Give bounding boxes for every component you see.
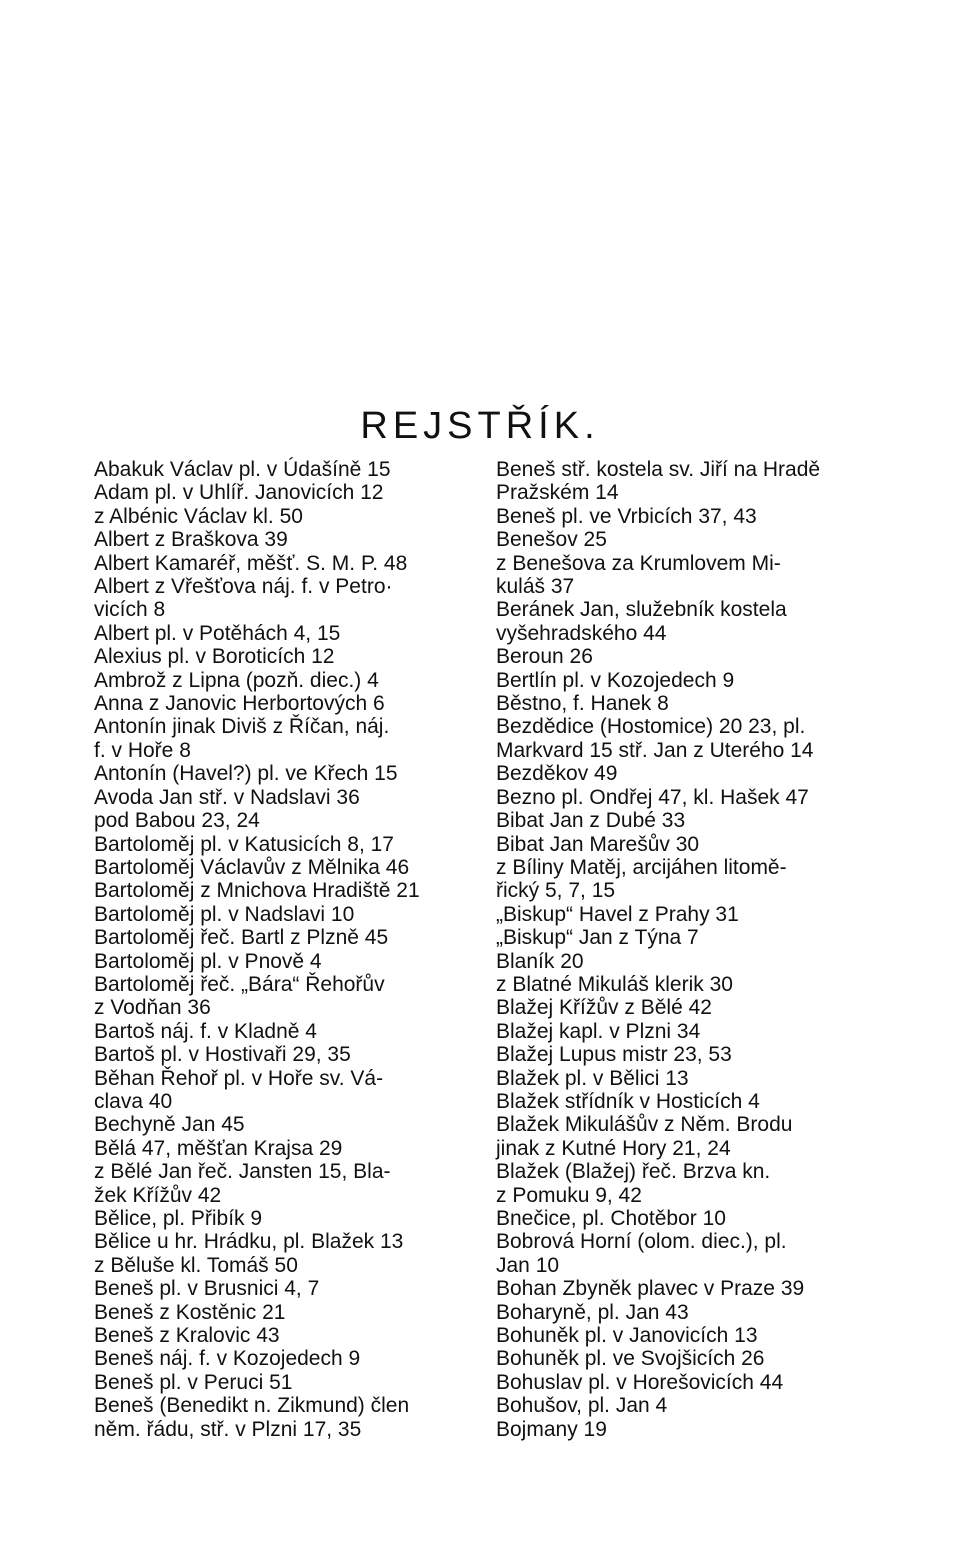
index-entry-continuation: z Vodňan 36 [94, 996, 211, 1020]
index-entry-line: Bezdědice (Hostomice) 20 23, pl. [496, 715, 806, 739]
index-entry-line: Blažej Křížův z Bělé 42 [496, 996, 712, 1020]
index-entry [94, 1394, 466, 1441]
index-entry [496, 1230, 868, 1277]
index-entry-line: Bibat Jan Marešův 30 [496, 832, 700, 856]
index-entry-line: Bohuněk pl. v Janovicích 13 [496, 1324, 758, 1348]
index-entry-continuation: f. v Hoře 8 [94, 738, 191, 762]
index-entry [496, 528, 868, 551]
index-entry [496, 809, 868, 832]
index-entry-line: Alexius pl. v Boroticích 12 [94, 645, 335, 669]
index-entry-line: z Blatné Mikuláš klerik 30 [496, 972, 733, 996]
index-entry-line: Beneš pl. ve Vrbicích 37, 43 [496, 504, 757, 528]
index-entry-line: Bezděkov 49 [496, 762, 618, 786]
index-entry [496, 458, 868, 505]
index-entry-line: z Albénic Václav kl. 50 [94, 504, 303, 528]
index-entry [496, 1277, 868, 1300]
index-entry-line: Bnečice, pl. Chotěbor 10 [496, 1207, 726, 1230]
index-entry-line: Bartoloměj Václavův z Mělnika 46 [94, 855, 410, 879]
index-entry [496, 1347, 868, 1370]
index-entry-line: Bartoloměj z Mnichova Hradiště 21 [94, 879, 420, 903]
index-entry [94, 856, 466, 879]
index-entry [496, 903, 868, 926]
index-entry-line: Bechyně Jan 45 [94, 1113, 245, 1137]
index-entry [94, 528, 466, 551]
index-entry-line: Blažek střídník v Hosticích 4 [496, 1089, 760, 1113]
index-entry [496, 715, 868, 762]
index-entry [94, 762, 466, 785]
index-entry [496, 1418, 868, 1441]
index-entry-line: Bibat Jan z Dubé 33 [496, 809, 686, 833]
index-entry [496, 856, 868, 903]
index-entry [496, 669, 868, 692]
index-entry-line: Blaník 20 [496, 949, 584, 973]
index-entry-continuation: pod Babou 23, 24 [94, 809, 260, 833]
index-entry-line: Anna z Janovic Herbortových 6 [94, 692, 385, 716]
index-entry [496, 1160, 868, 1207]
index-entry [496, 996, 868, 1019]
index-column-right [496, 458, 868, 1441]
index-entry [496, 1301, 868, 1324]
index-entry [496, 973, 868, 996]
index-entry [94, 1067, 466, 1114]
index-entry [496, 762, 868, 785]
index-entry-line: Beneš (Benedikt n. Zikmund) člen [94, 1394, 410, 1418]
index-entry [496, 926, 868, 949]
index-entry-line: Bartoloměj řeč. „Bára“ Řehořův [94, 972, 385, 996]
index-entry-line: Bělice, pl. Přibík 9 [94, 1207, 263, 1230]
index-entry [496, 1043, 868, 1066]
index-entry-line: „Biskup“ Havel z Prahy 31 [496, 902, 739, 926]
index-entry-line: Albert z Vřešťova náj. f. v Petro· [94, 575, 393, 599]
index-entry-line: z Bíliny Matěj, arcijáhen litomě- [496, 855, 787, 879]
index-entry-line: Abakuk Václav pl. v Údašíně 15 [94, 458, 391, 481]
index-entry [94, 1301, 466, 1324]
index-entry [94, 1113, 466, 1136]
index-entry-line: Blažek pl. v Bělici 13 [496, 1066, 689, 1090]
index-entry [94, 1371, 466, 1394]
index-entry-continuation: Jan 10 [496, 1253, 560, 1277]
index-entry [94, 1137, 466, 1160]
index-entry-line: Bertlín pl. v Kozojedech 9 [496, 668, 735, 692]
index-entry [94, 926, 466, 949]
index-entry [496, 1324, 868, 1347]
index-entry [496, 505, 868, 528]
index-entry-line: Bartoš náj. f. v Kladně 4 [94, 1019, 317, 1043]
index-entry [496, 1090, 868, 1113]
index-entry-line: Beneš pl. v Peruci 51 [94, 1370, 293, 1394]
index-entry [94, 622, 466, 645]
index-entry [94, 669, 466, 692]
index-entry-line: Bartoloměj pl. v Nadslavi 10 [94, 902, 355, 926]
index-entry [94, 879, 466, 902]
index-entry-line: z Bělé Jan řeč. Jansten 15, Bla- [94, 1160, 391, 1184]
index-entry-line: „Biskup“ Jan z Týna 7 [496, 926, 699, 950]
index-column-left [94, 458, 466, 1441]
index-entry-continuation: jinak z Kutné Hory 21, 24 [496, 1136, 731, 1160]
index-entry-line: Bělice u hr. Hrádku, pl. Blažek 13 [94, 1230, 404, 1254]
index-entry-continuation: žek Křížův 42 [94, 1183, 222, 1207]
index-entry [94, 552, 466, 575]
index-entry-continuation: Markvard 15 stř. Jan z Uterého 14 [496, 738, 814, 762]
index-entry [496, 786, 868, 809]
index-entry-line: Běstno, f. Hanek 8 [496, 692, 669, 716]
index-entry-line: Bartoloměj pl. v Katusicích 8, 17 [94, 832, 394, 856]
index-entry-line: Blažej kapl. v Plzni 34 [496, 1019, 701, 1043]
index-entry-line: Blažej Lupus mistr 23, 53 [496, 1043, 732, 1067]
index-entry-line: Bartoš pl. v Hostivaři 29, 35 [94, 1043, 351, 1067]
index-entry [94, 1324, 466, 1347]
index-entry [496, 1394, 868, 1417]
index-entry-continuation: řický 5, 7, 15 [496, 879, 616, 903]
index-entry [94, 1254, 466, 1277]
index-entry-continuation: vyšehradského 44 [496, 621, 667, 645]
index-entry [94, 1207, 466, 1230]
index-entry-line: Bohan Zbyněk plavec v Praze 39 [496, 1277, 805, 1301]
index-entry-line: Beneš z Kostěnic 21 [94, 1300, 286, 1324]
index-entry [94, 1230, 466, 1253]
index-entry-line: z Benešova za Krumlovem Mi- [496, 551, 781, 575]
index-entry-line: Bohuslav pl. v Horešovicích 44 [496, 1370, 784, 1394]
index-entry-line: Bartoloměj pl. v Pnově 4 [94, 949, 322, 973]
index-entry-line: Beneš z Kralovic 43 [94, 1324, 280, 1348]
index-entry [94, 1160, 466, 1207]
index-entry [496, 552, 868, 599]
index-entry [496, 1113, 868, 1160]
index-entry-line: Bezno pl. Ondřej 47, kl. Hašek 47 [496, 785, 809, 809]
index-entry-line: Bohuněk pl. ve Svojšicích 26 [496, 1347, 765, 1371]
index-entry [94, 1347, 466, 1370]
index-entry-line: Bobrová Horní (olom. diec.), pl. [496, 1230, 787, 1254]
index-entry [496, 833, 868, 856]
index-entry [496, 950, 868, 973]
index-entry [496, 1067, 868, 1090]
index-entry-line: Beránek Jan, služebník kostela [496, 598, 787, 622]
index-entry-line: z Běluše kl. Tomáš 50 [94, 1253, 298, 1277]
index-entry [496, 692, 868, 715]
index-entry-line: Bartoloměj řeč. Bartl z Plzně 45 [94, 926, 389, 950]
index-entry [94, 458, 466, 481]
index-entry-line: Beneš náj. f. v Kozojedech 9 [94, 1347, 361, 1371]
index-entry-line: Ambrož z Lipna (pozň. diec.) 4 [94, 668, 379, 692]
index-entry-line: Albert pl. v Potěhách 4, 15 [94, 621, 341, 645]
index-entry-line: Albert z Braškova 39 [94, 528, 288, 552]
index-entry-line: Albert Kamaréř, měšť. S. M. P. 48 [94, 551, 408, 575]
index-entry-line: Boharyně, pl. Jan 43 [496, 1300, 689, 1324]
index-entry-line: Bojmany 19 [496, 1417, 607, 1441]
index-entry [496, 1020, 868, 1043]
index-entry-line: Avoda Jan stř. v Nadslavi 36 [94, 785, 360, 809]
index-entry [94, 1277, 466, 1300]
index-entry-continuation: vicích 8 [94, 598, 166, 622]
index-entry [94, 1043, 466, 1066]
index-entry-line: Běhan Řehoř pl. v Hoře sv. Vá- [94, 1066, 384, 1090]
index-entry-line: Bohušov, pl. Jan 4 [496, 1394, 668, 1418]
index-entry [94, 575, 466, 622]
index-entry-line: Benešov 25 [496, 528, 607, 552]
index-entry [94, 505, 466, 528]
index-entry-line: Beneš stř. kostela sv. Jiří na Hradě [496, 458, 821, 481]
index-entry-line: Beroun 26 [496, 645, 593, 669]
index-entry-continuation: z Pomuku 9, 42 [496, 1183, 642, 1207]
index-entry [94, 645, 466, 668]
index-entry [94, 692, 466, 715]
index-entry-continuation: clava 40 [94, 1089, 173, 1113]
index-entry [94, 903, 466, 926]
index-entry-continuation: kuláš 37 [496, 575, 575, 599]
index-entry-line: Antonín jinak Diviš z Říčan, náj. [94, 715, 390, 739]
index-entry [94, 786, 466, 833]
index-entry [496, 1207, 868, 1230]
page-title: REJSTŘÍK. [360, 405, 600, 448]
index-entry-line: Bělá 47, měšťan Krajsa 29 [94, 1136, 343, 1160]
index-entry [94, 950, 466, 973]
index-entry-line: Antonín (Havel?) pl. ve Křech 15 [94, 762, 398, 786]
index-entry [496, 1371, 868, 1394]
index-entry [94, 1020, 466, 1043]
index-entry-line: Adam pl. v Uhlíř. Janovicích 12 [94, 481, 384, 505]
index-entry [94, 481, 466, 504]
index-entry [94, 833, 466, 856]
index-entry-continuation: něm. řádu, stř. v Plzni 17, 35 [94, 1417, 362, 1441]
index-entry-line: Beneš pl. v Brusnici 4, 7 [94, 1277, 320, 1301]
index-entry [94, 715, 466, 762]
index-entry-line: Blažek (Blažej) řeč. Brzva kn. [496, 1160, 771, 1184]
index-entry [94, 973, 466, 1020]
index-entry [496, 598, 868, 645]
index-entry [496, 645, 868, 668]
index-entry-line: Blažek Mikulášův z Něm. Brodu [496, 1113, 793, 1137]
index-entry-continuation: Pražském 14 [496, 481, 619, 505]
